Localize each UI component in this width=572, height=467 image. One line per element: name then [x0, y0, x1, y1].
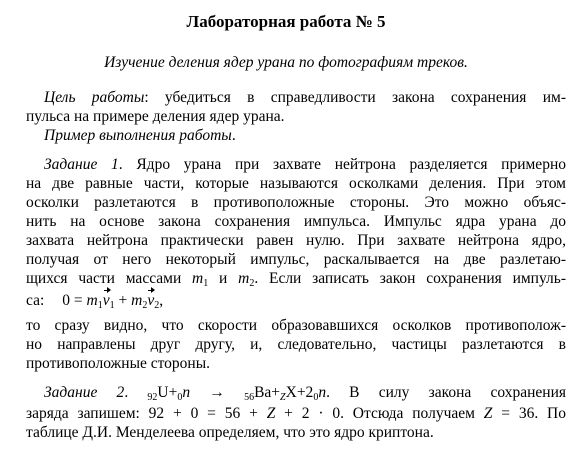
- task2-text-2b: + 2 · 0. Отсюда получаем: [275, 405, 484, 422]
- page-title: Лабораторная работа № 5: [186, 12, 386, 31]
- formula-m2-index: 2: [142, 300, 148, 311]
- example-heading: [44, 126, 566, 145]
- formula-m1: m: [86, 292, 98, 309]
- barium-symbol: Ba: [254, 384, 272, 401]
- task1-line-3: осколки разлетаются в противоположные стороны. Это можно объяс-: [26, 194, 566, 211]
- goal-text-1: : убедиться в справедливости закона сохранения им-: [144, 89, 566, 106]
- mass-index-2: 2: [249, 278, 255, 289]
- uranium-charge: 92: [147, 392, 158, 403]
- task2-label: Задание 2: [44, 384, 125, 401]
- reaction-arrow: →: [190, 384, 245, 401]
- neutron-coefficient: +2: [296, 384, 314, 401]
- mass-symbol-2: m: [238, 270, 250, 287]
- task2-dot: .: [124, 384, 148, 401]
- formula-v1-index: 1: [109, 300, 115, 311]
- charge-z-2: Z: [483, 405, 493, 422]
- task1-text-1: . Ядро урана при захвате нейтрона разделяется примерно: [118, 156, 566, 173]
- task2-text-1: . В силу закона сохранения: [326, 384, 567, 401]
- task1-line-6: получая от него некоторый импульс, раскалывается на две разлетаю-: [26, 251, 566, 268]
- goal-label: Цель работы: [44, 89, 145, 106]
- neutron-symbol: n: [182, 384, 191, 401]
- unknown-charge: Z: [280, 392, 286, 403]
- charge-z-1: Z: [266, 405, 276, 422]
- task1-text-7a: щихся части массами: [26, 270, 193, 287]
- example-label: Пример выполнения работы: [44, 127, 232, 144]
- task1-line-2: на две равные части, которые называются осколками деления. При этом: [26, 175, 566, 192]
- uranium-symbol: U: [157, 384, 169, 401]
- task1-label: Задание 1: [44, 156, 119, 173]
- task1-text-8a: са:: [26, 292, 45, 309]
- formula-zero: 0: [62, 292, 71, 309]
- task1-and: и: [208, 270, 239, 287]
- unknown-symbol: X: [285, 384, 297, 401]
- formula-comma: ,: [159, 292, 164, 309]
- formula-equals: =: [70, 292, 87, 309]
- task1-line-4: нить на основе закона сохранения импульса. Импульс ядра урана до: [26, 213, 566, 230]
- task1-text-7b: . Если записать закон сохранения импуль-: [254, 270, 566, 287]
- task1-line-5: захвата нейтрона практически равен нулю. При захвате нейтрона ядро,: [26, 232, 566, 249]
- mass-index-1: 1: [203, 278, 209, 289]
- formula-v2-index: 2: [154, 300, 160, 311]
- barium-charge: 56: [244, 392, 255, 403]
- reaction-plus-1: +: [168, 384, 178, 401]
- formula-plus: +: [114, 292, 132, 309]
- task2-line-2: [26, 404, 566, 423]
- formula-m2: m: [131, 292, 143, 309]
- goal-line-1: [44, 88, 566, 107]
- formula-v1-vector: v: [102, 292, 110, 309]
- task1-line-9: то сразу видно, что скорости образовавшихся осколков противополож-: [26, 317, 566, 334]
- formula-v2-vector: v: [147, 292, 155, 309]
- task2-text-2a: заряда запишем: 92 + 0 = 56 +: [26, 405, 267, 422]
- reaction-plus-2: +: [271, 384, 281, 401]
- neutron-charge-2: 0: [313, 392, 319, 403]
- task1-line-10: но направлены друг другу, и, следовательно, частицы разлетаются в: [26, 336, 566, 353]
- task2-text-2c: = 36. По: [492, 405, 566, 422]
- task2-line-3: таблице Д.И. Менделеева определяем, что это ядро криптона.: [26, 424, 434, 441]
- momentum-formula-line: [26, 291, 566, 315]
- neutron-charge: 0: [177, 392, 183, 403]
- example-dot: .: [231, 127, 236, 144]
- mass-symbol-1: m: [192, 270, 204, 287]
- page-subtitle: Изучение деления ядер урана по фотографиям треков.: [104, 54, 468, 71]
- task1-line-1: [44, 155, 566, 174]
- neutron-symbol-2: n: [318, 384, 327, 401]
- formula-m1-index: 1: [97, 300, 103, 311]
- task1-line-11: противоположные стороны.: [26, 355, 211, 372]
- goal-line-2: пульса на примере деления ядер урана.: [26, 108, 285, 125]
